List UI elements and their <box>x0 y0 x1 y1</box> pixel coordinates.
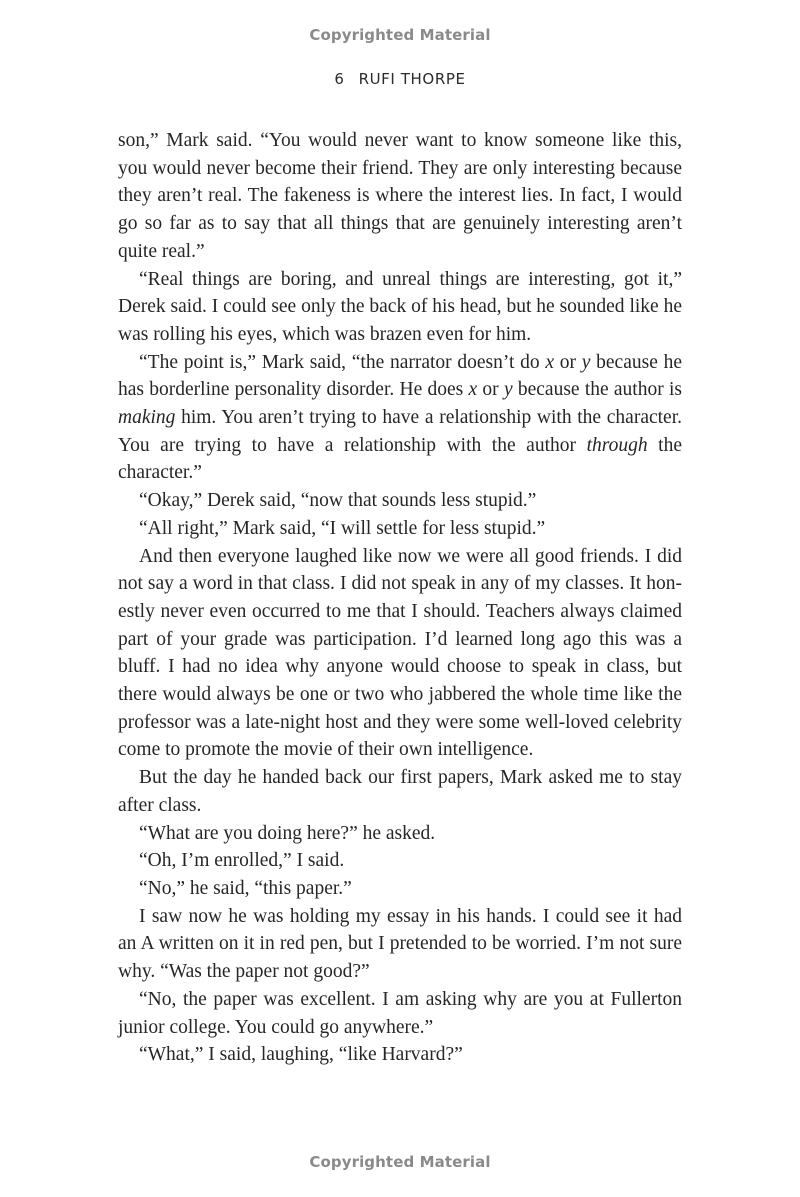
paragraph: “No,” he said, “this paper.” <box>139 877 352 899</box>
paragraph-text: “The point is,” Mark said, “the narrator doesn’t do <box>139 351 546 373</box>
paragraph-text: because the author is <box>512 379 682 401</box>
paragraph-text: the character.” <box>118 434 682 484</box>
paragraph: “No, the paper was excellent. I am asking why are you at Fullerton junior college. You could go anywhere.” <box>118 988 682 1038</box>
paragraph: “What are you doing here?” he asked. <box>139 822 436 844</box>
italic-variable: x <box>545 351 555 373</box>
italic-variable: x <box>468 379 478 401</box>
paragraph: “Okay,” Derek said, “now that sounds less stupid.” <box>139 490 537 512</box>
paragraph: I saw now he was holding my essay in his hands. I could see it had an A written on it in red pen, but I pretended to be worried. I’m not sure why. “Was the paper not good?” <box>118 905 682 983</box>
paragraph: “Real things are boring, and unreal things are interesting, got it,” Derek said. I could see only the back of his head, but he sounded like he was rolling his eyes, which was brazen even for him. <box>118 268 682 345</box>
page-number: 6 <box>334 70 345 88</box>
paragraph: And then everyone laughed like now we were all good friends. I did not say a word in that class. I did not speak in any of my classes. It honestly never even occurred to me that I should. Teachers always claimed part of your grade was participation. I’d learned long ago this was a bluff. I had no idea why anyone would choose to speak in class, but there would always be one or two who jabbered the whole time like the professor was a late-night host and they were some well-loved celebrity come to promote the movie of their own intelligence. <box>118 545 682 761</box>
italic-emphasis: making <box>118 407 176 429</box>
paragraph: “All right,” Mark said, “I will settle for less stupid.” <box>139 517 546 539</box>
paragraph-text: or <box>554 351 582 373</box>
italic-variable: y <box>503 379 513 401</box>
italic-variable: y <box>581 351 591 373</box>
paragraph <box>118 349 682 488</box>
author-name: RUFI THORPE <box>358 70 466 88</box>
paragraph: son,” Mark said. “You would never want to know someone like this, you would never become their friend. They are only interesting because they aren’t real. The fakeness is where the interest lies. In fact, I would go so far as to say that all things that are genuinely interesting aren’t quite real.” <box>118 130 682 262</box>
paragraph: But the day he handed back our first papers, Mark asked me to stay after class. <box>118 767 682 816</box>
copyright-watermark-bottom: Copyrighted Material <box>309 1153 491 1171</box>
italic-emphasis: through <box>586 434 648 456</box>
paragraph-text: because he has borderline personality disorder. He does <box>118 351 682 401</box>
paragraph: “Oh, I’m enrolled,” I said. <box>139 850 345 872</box>
running-head <box>0 70 800 88</box>
paragraph-text: him. You aren’t trying to have a relationship with the character. You are trying to have a relationship with the author <box>118 407 682 456</box>
paragraph: “What,” I said, laughing, “like Harvard?” <box>139 1044 463 1066</box>
copyright-watermark-top: Copyrighted Material <box>309 26 491 44</box>
paragraph-text: or <box>477 379 504 401</box>
body-text <box>118 127 682 1069</box>
